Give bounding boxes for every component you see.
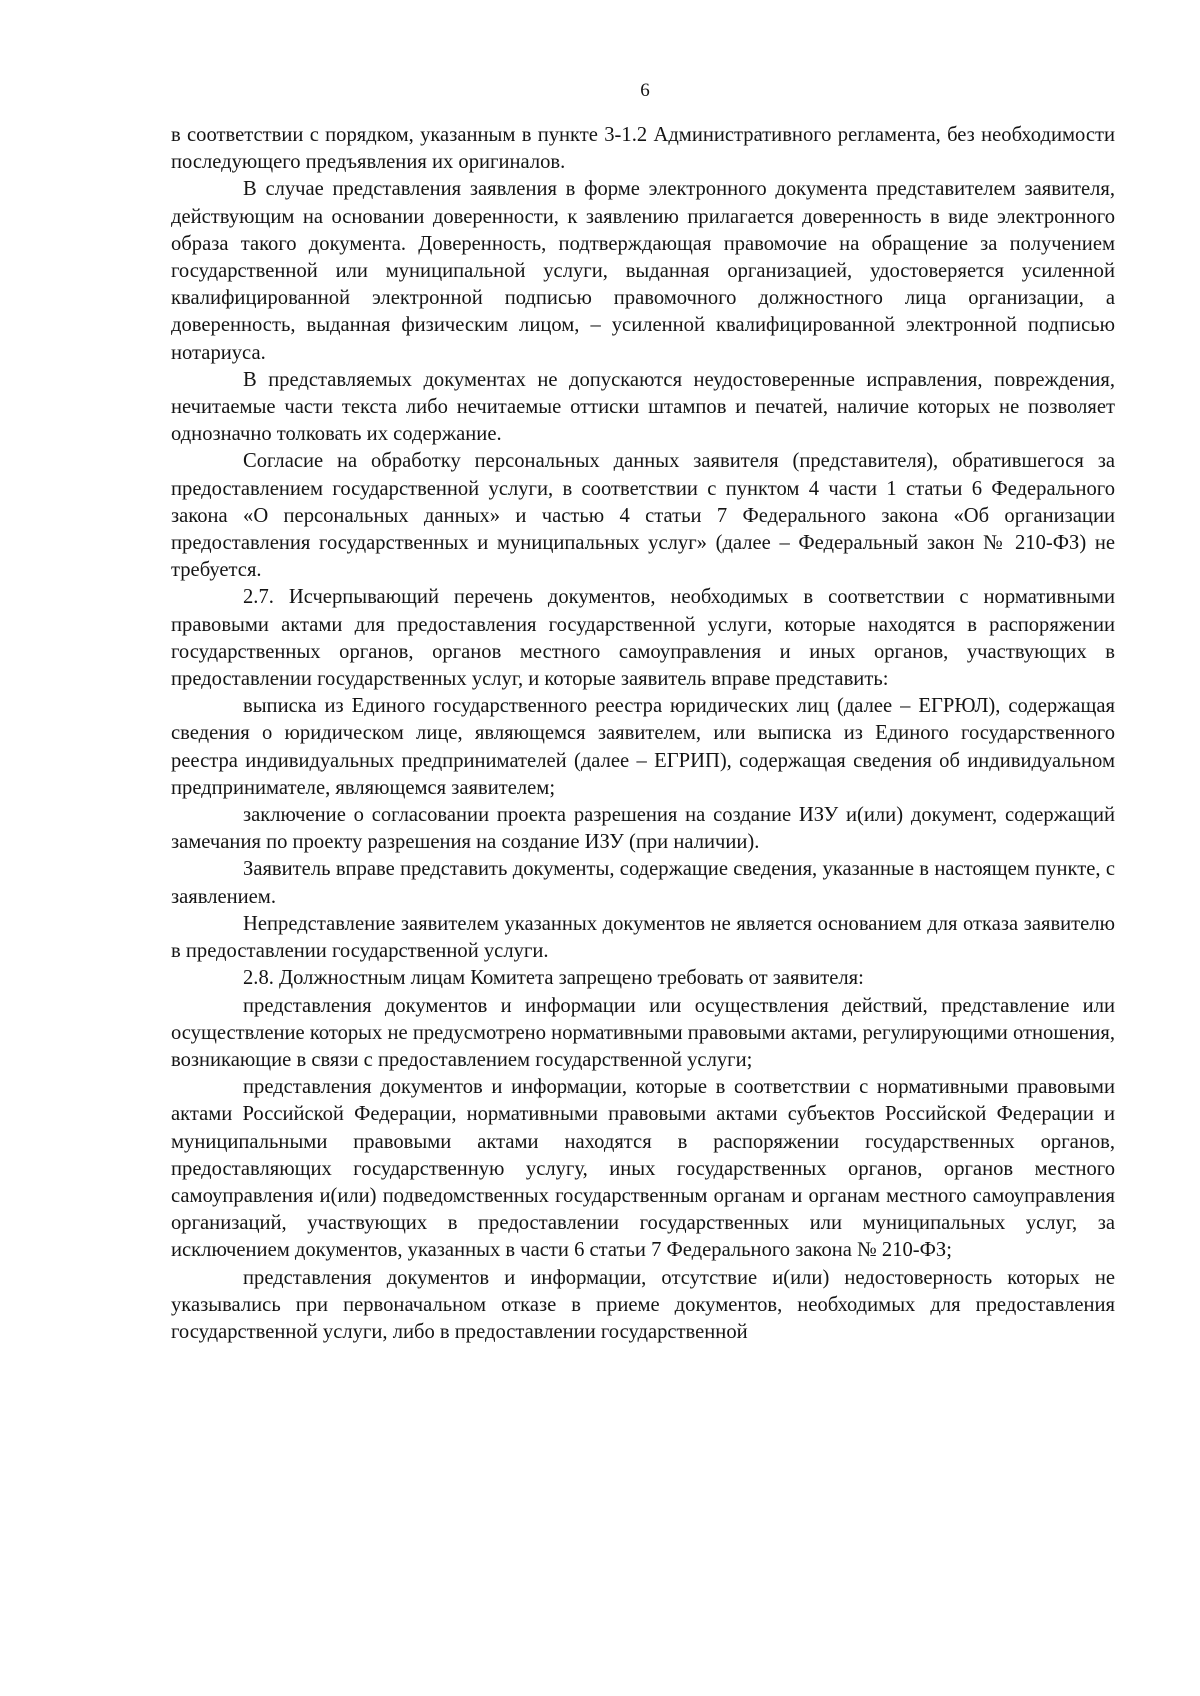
paragraph-4: Согласие на обработку персональных данных заявителя (представителя), обратившегося за предоставлением государственной услуги, в соответствии с пунктом 4 части 1 статьи 6 Федерального закона «О персональных данных» и частью 4 статьи 7 Федерального закона «Об организации предоставления государственных и муниципальных услуг» (далее – Федеральный закон № 210-ФЗ) не требуется. [171,450,1115,582]
document-body [171,122,1115,1346]
page-number: 6 [640,80,650,101]
paragraph-7: заключение о согласовании проекта разрешения на создание ИЗУ и(или) документ, содержащий замечания по проекту разрешения на создание ИЗУ (при наличии). [171,804,1115,854]
paragraph-9: Непредставление заявителем указанных документов не является основанием для отказа заявителю в предоставлении государственной услуги. [171,912,1115,963]
paragraph-5: 2.7. Исчерпывающий перечень документов, необходимых в соответствии с нормативными правовыми актами для предоставления государственной услуги, которые находятся в распоряжении государственных органов, органов местного самоуправления и иных органов, участвующих в предоставлении государственных услуг, и которые заявитель вправе представить: [171,586,1115,691]
paragraph-6: выписка из Единого государственного реестра юридических лиц (далее – ЕГРЮЛ), содержащая сведения о юридическом лице, являющемся заявителем, или выписка из Единого государственного реестра индивидуальных предпринимателей (далее – ЕГРИП), содержащая сведения об индивидуальном предпринимателе, являющемся заявителем; [171,695,1115,799]
paragraph-2: В случае представления заявления в форме электронного документа представителем заявителя, действующим на основании доверенности, к заявлению прилагается доверенность в виде электронного образа такого документа. Доверенность, подтверждающая правомочие на обращение за получением государственной или муниципальной услуги, выданная организацией, удостоверяется усиленной квалифицированной электронной подписью правомочного должностного лица организации, а доверенность, выданная физическим лицом, – усиленной квалифицированной электронной подписью нотариуса. [171,178,1115,364]
paragraph-13: представления документов и информации, отсутствие и(или) недостоверность которых не указывались при первоначальном отказе в приеме документов, необходимых для предоставления государственной услуги, либо в предоставлении государственной [171,1266,1115,1343]
paragraph-12: представления документов и информации, которые в соответствии с нормативными правовыми актами Российской Федерации, нормативными правовыми актами субъектов Российской Федерации и муниципальными правовыми актами находятся в распоряжении государственных органов, предоставляющих государственную услугу, иных государственных органов, органов местного самоуправления и(или) подведомственных государственным органам и органам местного самоуправления организаций, участвующих в предоставлении государственных или муниципальных услуг, за исключением документов, указанных в части 6 статьи 7 Федерального закона № 210-ФЗ; [171,1076,1115,1262]
paragraph-3: В представляемых документах не допускаются неудостоверенные исправления, повреждения, нечитаемые части текста либо нечитаемые оттиски штампов и печатей, наличие которых не позволяет однозначно толковать их содержание. [171,368,1115,446]
paragraph-11: представления документов и информации или осуществления действий, представление или осуществление которых не предусмотрено нормативными правовыми актами, регулирующими отношения, возникающие в связи с предоставлением государственной услуги; [171,994,1115,1071]
paragraph-8: Заявитель вправе представить документы, содержащие сведения, указанные в настоящем пункте, с заявлением. [171,858,1115,908]
paragraph-10: 2.8. Должностным лицам Комитета запрещено требовать от заявителя: [243,967,864,990]
paragraph-1: в соответствии с порядком, указанным в пункте 3-1.2 Административного регламента, без необходимости последующего предъявления их оригиналов. [171,124,1115,174]
